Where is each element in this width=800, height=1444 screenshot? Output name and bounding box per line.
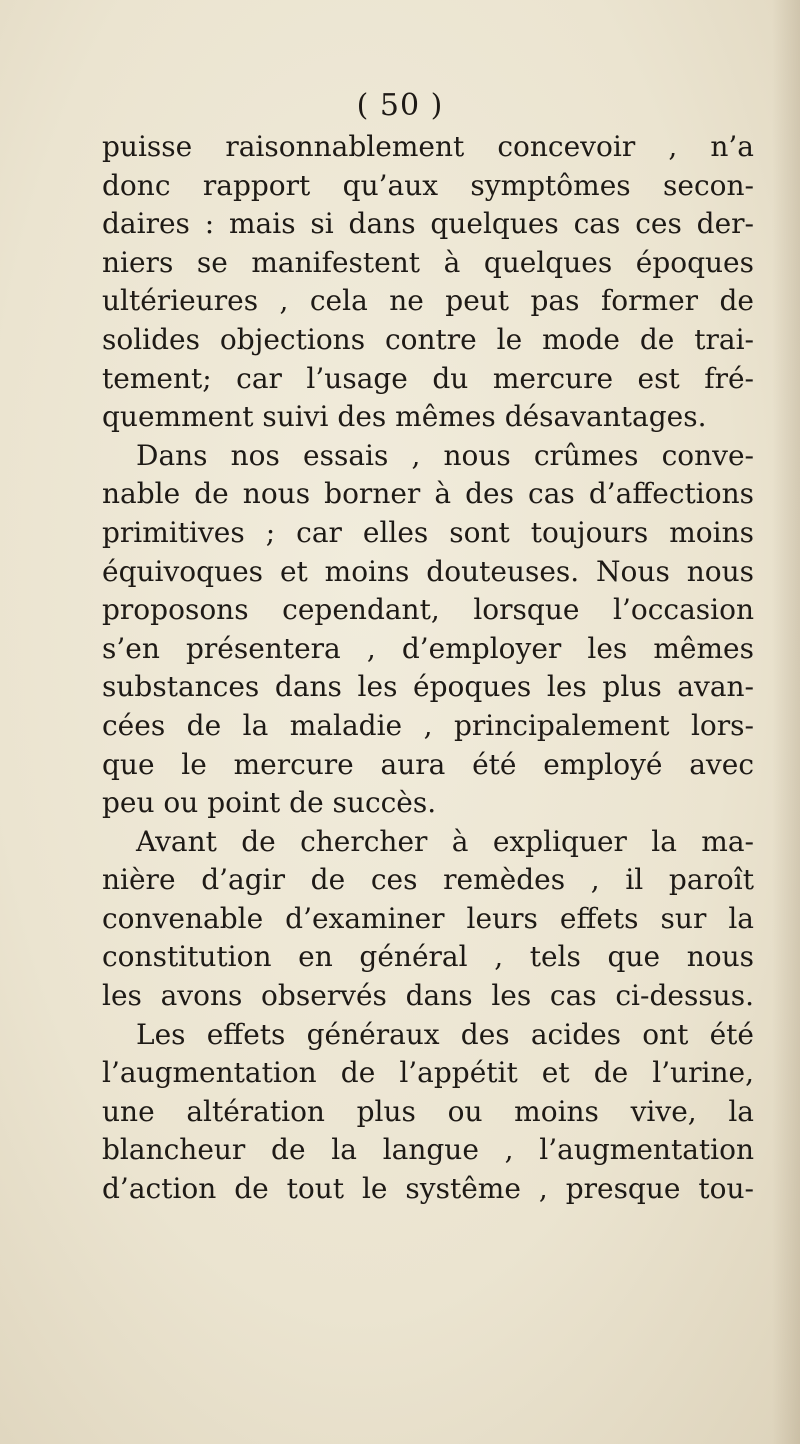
body-text: [102, 128, 754, 1209]
text-line: convenable d’examiner leurs effets sur la: [102, 901, 754, 935]
text-line: niers se manifestent à quelques époques: [102, 245, 754, 279]
text-line: quemment suivi des mêmes désavantages.: [102, 400, 707, 434]
paragraph-start-line: Les effets généraux des acides ont été: [136, 1017, 754, 1051]
text-line: les avons observés dans les cas ci-dessus.: [102, 979, 754, 1013]
text-line: primitives ; car elles sont toujours moins: [102, 515, 754, 549]
text-line: tement; car l’usage du mercure est fré-: [102, 361, 754, 395]
text-line: une altération plus ou moins vive, la: [102, 1094, 754, 1128]
page-number: ( 50 ): [356, 88, 444, 123]
text-line: substances dans les époques les plus avan-: [102, 670, 754, 704]
text-line: donc rapport qu’aux symptômes secon-: [102, 168, 754, 202]
paragraph-start-line: Dans nos essais , nous crûmes conve-: [136, 438, 754, 472]
text-line: cées de la maladie , principalement lors-: [102, 708, 754, 742]
text-line: équivoques et moins douteuses. Nous nous: [102, 554, 754, 588]
text-line: s’en présentera , d’employer les mêmes: [102, 631, 754, 665]
text-line: blancheur de la langue , l’augmentation: [102, 1133, 754, 1167]
text-line: que le mercure aura été employé avec: [102, 747, 754, 781]
text-line: daires : mais si dans quelques cas ces der-: [102, 207, 754, 241]
text-line: ultérieures , cela ne peut pas former de: [102, 284, 754, 318]
text-line: constitution en général , tels que nous: [102, 940, 754, 974]
text-line: nière d’agir de ces remèdes , il paroît: [102, 863, 754, 897]
text-line: d’action de tout le systême , presque tou-: [102, 1172, 754, 1206]
page-edge-shadow: [772, 0, 800, 1444]
text-line: peu ou point de succès.: [102, 786, 437, 820]
text-line: puisse raisonnablement concevoir , n’a: [102, 130, 754, 163]
paragraph-start-line: Avant de chercher à expliquer la ma-: [136, 824, 754, 858]
text-line: nable de nous borner à des cas d’affections: [102, 477, 754, 511]
text-line: proposons cependant, lorsque l’occasion: [102, 593, 754, 627]
text-line: solides objections contre le mode de trai-: [102, 322, 754, 356]
text-line: l’augmentation de l’appétit et de l’urine,: [102, 1056, 754, 1090]
